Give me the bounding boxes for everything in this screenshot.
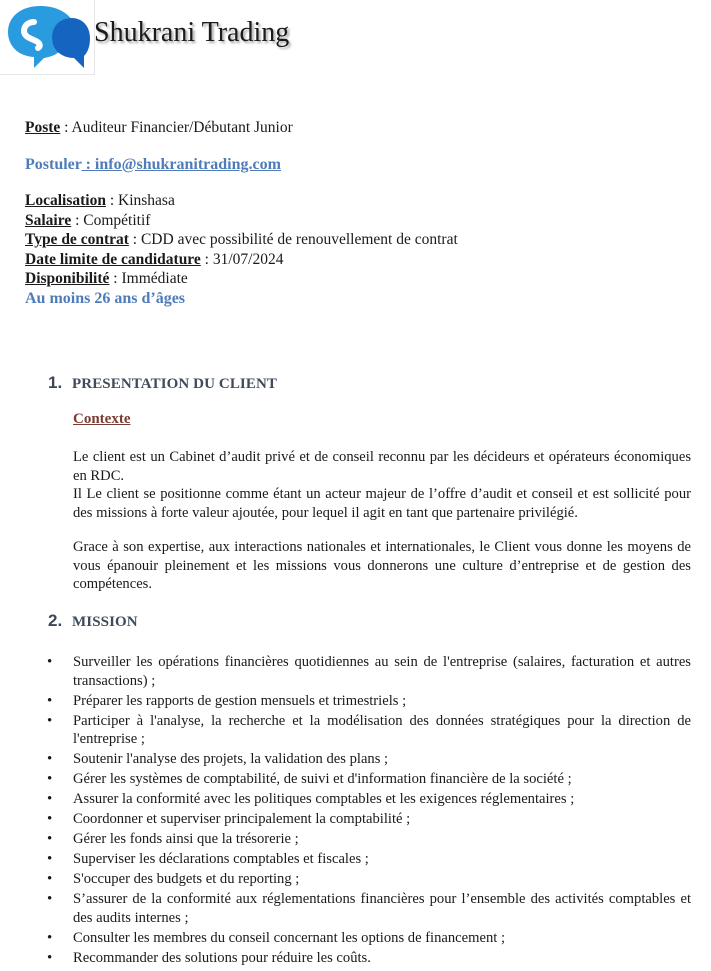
contrat-row xyxy=(25,230,685,250)
localisation-value: : Kinshasa xyxy=(105,192,175,209)
salaire-row xyxy=(25,211,685,231)
poste-value: : Auditeur Financier/Débutant Junior xyxy=(60,119,293,136)
dispo-row xyxy=(25,269,685,289)
localisation-row xyxy=(25,191,685,211)
mission-list xyxy=(0,653,711,969)
postuler-row xyxy=(25,155,685,175)
context-paragraph-1 xyxy=(73,448,691,522)
poste-row xyxy=(25,118,685,138)
list-item: • Superviser les déclarations comptables et fiscales ; xyxy=(0,850,691,869)
job-summary xyxy=(25,118,685,308)
postuler-separator: : xyxy=(81,155,95,173)
salaire-label: Salaire xyxy=(25,211,72,229)
localisation-label: Localisation xyxy=(25,192,106,209)
section-1-heading xyxy=(48,373,277,393)
context-paragraph-2: Grace à son expertise, aux interactions nationales et internationales, le Client vous donne les moyens de vous épanouir pleinement et les missions vous donnerons une culture d’entreprise et de gestion des compétences. xyxy=(73,539,691,592)
apply-email-link[interactable] xyxy=(82,156,281,173)
section-1-title: PRESENTATION DU CLIENT xyxy=(72,376,278,392)
contrat-label: Type de contrat xyxy=(25,231,129,248)
date-row xyxy=(25,250,685,270)
list-item: • S’assurer de la conformité aux réglementations financières pour l’ensemble des activités comptables et des audits internes ; xyxy=(0,890,691,927)
salaire-value: : Compétitif xyxy=(71,211,151,229)
list-item: • Recommander des solutions pour réduire les coûts. xyxy=(0,949,691,968)
dispo-value: : Immédiate xyxy=(109,270,188,287)
list-item: • Soutenir l'analyse des projets, la validation des plans ; xyxy=(0,750,691,769)
shukrani-logo-icon xyxy=(0,0,95,75)
list-item: • Surveiller les opérations financières quotidiennes au sein de l'entreprise (salaires, facturation et autres transactions) ; xyxy=(0,653,691,690)
list-item: • Coordonner et superviser principalement la comptabilité ; xyxy=(0,810,691,829)
list-item: • Participer à l'analyse, la recherche et la modélisation des données stratégiques pour la direction de l'entreprise ; xyxy=(0,712,691,749)
context-line-1: Le client est un Cabinet d’audit privé et de conseil reconnu par les décideurs et opérateurs économiques en RDC. xyxy=(73,449,691,484)
section-1-number: 1. xyxy=(48,373,63,392)
age-requirement: Au moins 26 ans d’âges xyxy=(25,289,186,307)
list-item: • Assurer la conformité avec les politiques comptables et les exigences réglementaires ; xyxy=(0,790,691,809)
company-name: Shukrani Trading xyxy=(94,17,290,48)
logo-graphic xyxy=(0,0,94,74)
postuler-email: info@shukranitrading.com xyxy=(94,155,281,173)
list-item: • Gérer les fonds ainsi que la trésorerie ; xyxy=(0,830,691,849)
postuler-label: Postuler xyxy=(25,155,82,173)
contexte-subheading: Contexte xyxy=(73,411,131,427)
page-header xyxy=(0,0,711,76)
list-item: • Préparer les rapports de gestion mensuels et trimestriels ; xyxy=(0,692,691,711)
contrat-value: : CDD avec possibilité de renouvellement de contrat xyxy=(128,231,458,248)
section-2-heading xyxy=(48,611,138,631)
list-item: • S'occuper des budgets et du reporting ; xyxy=(0,870,691,889)
poste-label: Poste xyxy=(25,119,61,136)
list-item: • Gérer les systèmes de comptabilité, de suivi et d'information financière de la société ; xyxy=(0,770,691,789)
date-label: Date limite de candidature xyxy=(25,250,201,268)
dispo-label: Disponibilité xyxy=(25,270,110,287)
section-2-number: 2. xyxy=(48,611,63,630)
date-value: : 31/07/2024 xyxy=(200,250,284,268)
list-item: • Consulter les membres du conseil concernant les options de financement ; xyxy=(0,929,691,948)
section-2-title: MISSION xyxy=(72,614,138,630)
context-line-2: Il Le client se positionne comme étant un acteur majeur de l’offre d’audit et conseil et est sollicité pour des missions à forte valeur ajoutée, pour lequel il agit en tant que partenaire privilégié. xyxy=(73,486,691,521)
